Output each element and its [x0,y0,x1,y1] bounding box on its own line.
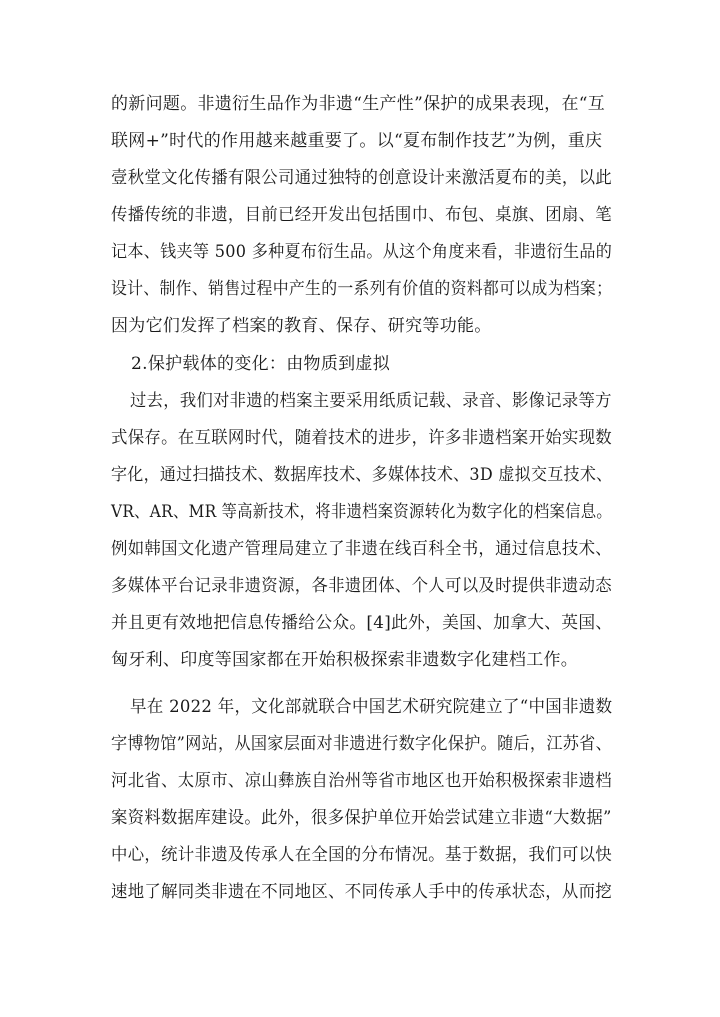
text-line: 并且更有效地把信息传播给公众。[4]此外，美国、加拿大、英国、 [111,613,613,633]
paragraph-first-line: 过去，我们对非遗的档案主要采用纸质记载、录音、影像记录等方 [130,391,612,411]
text-line: 案资料数据库建设。此外，很多保护单位开始尝试建立非遗“大数据” [111,808,612,828]
text-line: 的新问题。非遗衍生品作为非遗“生产性”保护的成果表现，在“互 [111,94,606,114]
text-line: 联网+”时代的作用越来越重要了。以“夏布制作技艺”为例，重庆 [111,131,603,151]
text-line: 速地了解同类非遗在不同地区、不同传承人手中的传承状态，从而挖 [111,882,612,902]
text-line: 河北省、太原市、凉山彝族自治州等省市地区也开始积极探索非遗档 [111,771,612,791]
text-line: 因为它们发挥了档案的教育、保存、研究等功能。 [111,316,492,336]
text-line: 匈牙利、印度等国家都在开始积极探索非遗数字化建档工作。 [111,650,579,670]
text-line: 设计、制作、销售过程中产生的一系列有价值的资料都可以成为档案； [111,279,613,299]
text-line: VR、AR、MR 等高新技术，将非遗档案资源转化为数字化的档案信息。 [111,502,612,522]
text-line: 字博物馆”网站，从国家层面对非遗进行数字化保护。随后，江苏省、 [111,734,613,754]
text-line: 多媒体平台记录非遗资源，各非遗团体、个人可以及时提供非遗动态 [111,576,612,596]
text-line: 式保存。在互联网时代，随着技术的进步，许多非遗档案开始实现数 [111,428,612,448]
text-line: 壹秋堂文化传播有限公司通过独特的创意设计来激活夏布的美，以此 [111,168,612,188]
text-line: 中心，统计非遗及传承人在全国的分布情况。基于数据，我们可以快 [111,845,612,865]
section-heading: 2.保护载体的变化：由物质到虚拟 [131,354,391,374]
text-line: 传播传统的非遗，目前已经开发出包括围巾、布包、桌旗、团扇、笔 [111,205,612,225]
paragraph-first-line: 早在 2022 年，文化部就联合中国艺术研究院建立了“中国非遗数 [130,697,613,717]
text-line: 字化，通过扫描技术、数据库技术、多媒体技术、3D 虚拟交互技术、 [111,465,613,485]
text-line: 例如韩国文化遗产管理局建立了非遗在线百科全书，通过信息技术、 [111,539,612,559]
text-line: 记本、钱夹等 500 多种夏布衍生品。从这个角度来看，非遗衍生品的 [111,242,613,262]
